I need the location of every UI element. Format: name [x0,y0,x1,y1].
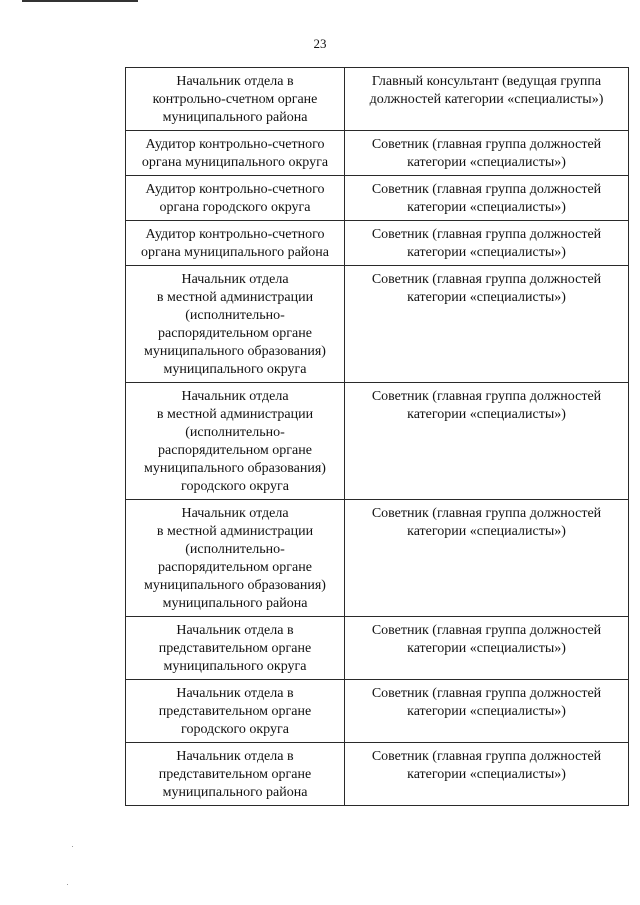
top-border-rule [22,0,138,2]
page-number: 23 [313,36,327,51]
positions-table [125,67,629,806]
position-cell: Аудитор контрольно-счетного органа муниципального района [126,221,345,266]
table-row [126,221,629,266]
rank-cell: Советник (главная группа должностей категории «специалисты») [345,383,629,500]
position-cell: Аудитор контрольно-счетного органа муниципального округа [126,131,345,176]
rank-cell: Советник (главная группа должностей категории «специалисты») [345,743,629,806]
table-row [126,500,629,617]
position-cell: Начальник отдела в местной администрации (исполнительно- распорядительном органе муниципального образования) муниципального округа [126,266,345,383]
rank-cell: Советник (главная группа должностей категории «специалисты») [345,680,629,743]
table-row [126,617,629,680]
rank-cell: Советник (главная группа должностей категории «специалисты») [345,221,629,266]
rank-cell: Советник (главная группа должностей категории «специалисты») [345,266,629,383]
table-row [126,131,629,176]
rank-cell: Советник (главная группа должностей категории «специалисты») [345,176,629,221]
rank-cell: Советник (главная группа должностей категории «специалисты») [345,617,629,680]
position-cell: Начальник отдела в представительном органе городского округа [126,680,345,743]
table-row [126,176,629,221]
rank-cell: Советник (главная группа должностей категории «специалисты») [345,131,629,176]
table-row [126,266,629,383]
table-row [126,383,629,500]
position-cell: Аудитор контрольно-счетного органа городского округа [126,176,345,221]
position-cell: Начальник отдела в контрольно-счетном органе муниципального района [126,68,345,131]
position-cell: Начальник отдела в местной администрации (исполнительно- распорядительном органе муниципального образования) муниципального района [126,500,345,617]
scan-speck [67,884,68,885]
scan-speck [72,846,73,847]
table-row [126,680,629,743]
rank-cell: Советник (главная группа должностей категории «специалисты») [345,500,629,617]
position-cell: Начальник отдела в представительном органе муниципального округа [126,617,345,680]
table-row [126,743,629,806]
rank-cell: Главный консультант (ведущая группа должностей категории «специалисты») [345,68,629,131]
position-cell: Начальник отдела в представительном органе муниципального района [126,743,345,806]
table-row [126,68,629,131]
position-cell: Начальник отдела в местной администрации (исполнительно- распорядительном органе муниципального образования) городского округа [126,383,345,500]
